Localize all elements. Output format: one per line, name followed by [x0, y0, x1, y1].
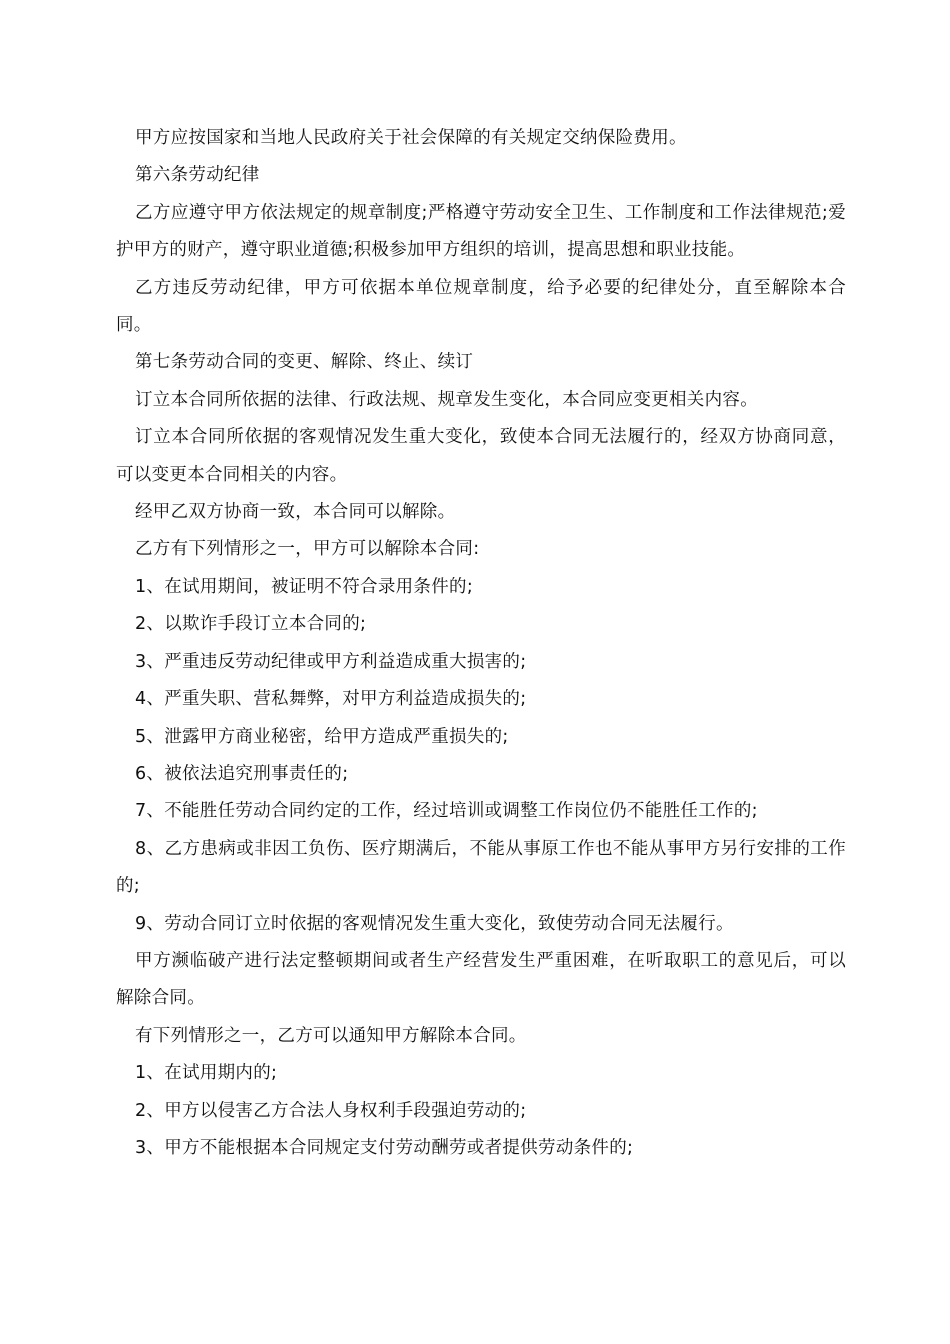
paragraph-bankruptcy: 甲方濒临破产进行法定整顿期间或者生产经营发生严重困难，在听取职工的意见后，可以解除合同。	[116, 950, 846, 1009]
paragraph-discipline-violation: 乙方违反劳动纪律，甲方可依据本单位规章制度，给予必要的纪律处分，直至解除本合同。	[116, 277, 846, 336]
list-item: 3、严重违反劳动纪律或甲方利益造成重大损害的;	[135, 651, 527, 672]
list-item: 4、严重失职、营私舞弊，对甲方利益造成损失的;	[135, 689, 527, 710]
paragraph-social-insurance: 甲方应按国家和当地人民政府关于社会保障的有关规定交纳保险费用。	[135, 128, 687, 148]
list-item: 1、在试用期内的;	[135, 1063, 278, 1084]
paragraph-employer-termination-intro: 乙方有下列情形之一，甲方可以解除本合同:	[135, 539, 480, 560]
list-item: 5、泄露甲方商业秘密，给甲方造成严重损失的;	[135, 726, 509, 747]
list-item: 1、在试用期间，被证明不符合录用条件的;	[135, 576, 474, 597]
list-item: 8、乙方患病或非因工负伤、医疗期满后，不能从事原工作也不能从事甲方另行安排的工作的;	[116, 838, 846, 897]
list-item: 9、劳动合同订立时依据的客观情况发生重大变化，致使劳动合同无法履行。	[135, 913, 734, 934]
paragraph-law-change: 订立本合同所依据的法律、行政法规、规章发生变化，本合同应变更相关内容。	[135, 389, 758, 410]
list-item: 7、不能胜任劳动合同约定的工作，经过培训或调整工作岗位仍不能胜任工作的;	[135, 801, 758, 822]
document-body	[116, 120, 846, 1167]
paragraph-employee-termination-intro: 有下列情形之一，乙方可以通知甲方解除本合同。	[135, 1025, 527, 1046]
paragraph-discipline-duties: 乙方应遵守甲方依法规定的规章制度;严格遵守劳动安全卫生、工作制度和工作法律规范;爱护甲方的财产，遵守职业道德;积极参加甲方组织的培训，提高思想和职业技能。	[116, 202, 846, 261]
list-item: 6、被依法追究刑事责任的;	[135, 763, 349, 784]
paragraph-mutual-termination: 经甲乙双方协商一致，本合同可以解除。	[135, 502, 456, 523]
list-item: 3、甲方不能根据本合同规定支付劳动酬劳或者提供劳动条件的;	[135, 1137, 634, 1158]
paragraph-circumstance-change: 订立本合同所依据的客观情况发生重大变化，致使本合同无法履行的，经双方协商同意，可以变更本合同相关的内容。	[116, 427, 846, 485]
heading-article-7: 第七条劳动合同的变更、解除、终止、续订	[135, 352, 474, 373]
list-item: 2、甲方以侵害乙方合法人身权利手段强迫劳动的;	[135, 1100, 527, 1121]
list-item: 2、以欺诈手段订立本合同的;	[135, 614, 367, 635]
heading-article-6: 第六条劳动纪律	[135, 165, 260, 186]
